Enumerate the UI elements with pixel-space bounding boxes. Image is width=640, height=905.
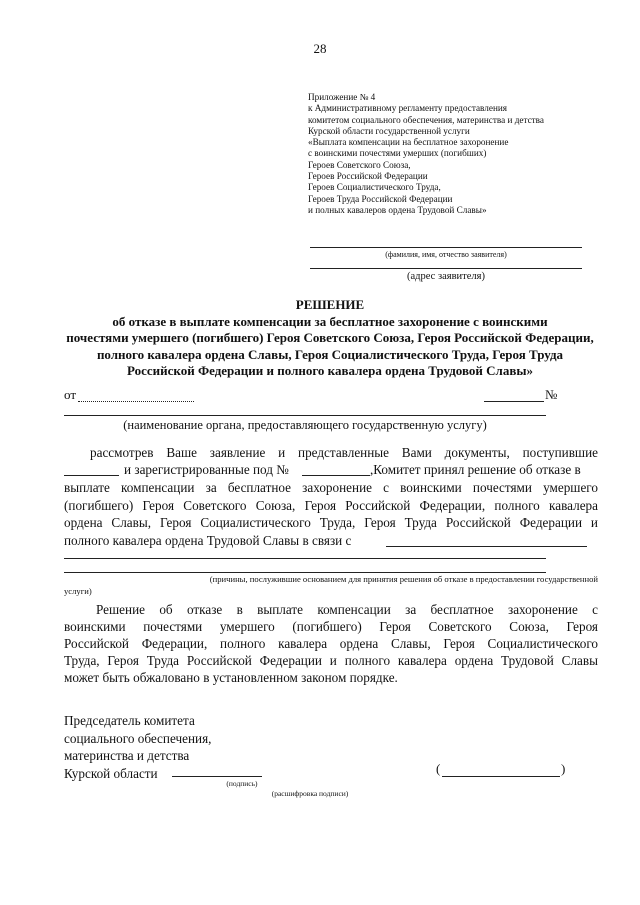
decision-number-field[interactable] — [484, 401, 544, 402]
paragraph2-last-line: может быть обжаловано в установленном законом порядке. — [64, 670, 398, 685]
received-date-field[interactable] — [64, 475, 119, 476]
appendix-line: «Выплата компенсации на бесплатное захоронение — [308, 137, 509, 148]
paragraph2-line: Труда, Героя Труда Российской Федерации и полного кавалера ордена Трудовой Славы — [64, 653, 598, 668]
applicant-address-caption: (адрес заявителя) — [407, 271, 485, 282]
reason-field-line[interactable] — [64, 572, 546, 573]
date-field[interactable] — [78, 401, 194, 402]
appendix-line: Героев Труда Российской Федерации — [308, 193, 453, 204]
title-line: почестями умершего (погибшего) Героя Советского Союза, Героя Российской Федерации, — [66, 330, 594, 345]
appendix-line: Героев Российской Федерации — [308, 171, 428, 182]
paragraph1-line: выплате компенсации за бесплатное захоронение с воинскими почестями умершего — [64, 480, 598, 495]
page-number: 28 — [313, 41, 327, 56]
reason-field-line[interactable] — [64, 558, 546, 559]
title-line: об отказе в выплате компенсации за бесплатное захоронение с воинскими — [112, 313, 548, 329]
title-heading: РЕШЕНИЕ — [295, 297, 365, 312]
organ-caption: (наименование органа, предоставляющего государственную услугу) — [123, 418, 487, 432]
paragraph1-registered: и зарегистрированные под № — [124, 462, 289, 477]
paren-open: ( — [436, 761, 441, 776]
title-line: Российской Федерации и полного кавалера ордена Трудовой Славы» — [126, 363, 533, 378]
paragraph1-committee: ,Комитет принял решение об отказе в — [370, 462, 581, 477]
signatory-title — [64, 712, 211, 782]
title-line: полного кавалера ордена Славы, Героя Социалистического Труда, Героя Труда — [96, 346, 564, 362]
paragraph2-line: Российской Федерации, полного кавалера ордена Славы, Героя Социалистического — [64, 636, 598, 651]
reasons-caption-cont: услуги) — [64, 586, 92, 596]
paragraph1-last-line: полного кавалера ордена Трудовой Славы в связи с — [64, 533, 352, 548]
signatory-line: Курской области — [64, 765, 158, 781]
applicant-name-field[interactable] — [310, 247, 582, 248]
signatory-line: Председатель комитета — [64, 713, 195, 728]
applicant-address-field[interactable] — [310, 268, 582, 269]
paragraph1-line: ордена Славы, Героя Социалистического Труда, Героя Труда Российской Федерации и — [64, 515, 598, 530]
document-title — [40, 297, 620, 380]
organ-name-field[interactable] — [64, 415, 546, 416]
appendix-line: к Административному регламенту предоставления — [308, 103, 507, 114]
appendix-line: Героев Социалистического Труда, — [308, 182, 441, 193]
signature-decode-field[interactable] — [442, 776, 560, 777]
appendix-line: Курской области государственной услуги — [308, 125, 470, 136]
signature-caption: (подпись) — [226, 779, 258, 788]
appendix-line: с воинскими почестями умерших (погибших) — [308, 148, 487, 159]
appendix-header — [308, 92, 608, 216]
signature-field[interactable] — [172, 776, 262, 777]
paragraph2-line: воинскими почестями умершего (погибшего) Героя Советского Союза, Героя — [64, 619, 598, 634]
appendix-line: Приложение № 4 — [308, 92, 376, 102]
paragraph2-line: Решение об отказе в выплате компенсации за бесплатное захоронение с — [96, 602, 598, 617]
reason-field[interactable] — [386, 546, 587, 547]
registration-number-field[interactable] — [302, 475, 370, 476]
appendix-line: комитетом социального обеспечения, материнства и детства — [308, 114, 544, 125]
appendix-line: Героев Советского Союза, — [308, 159, 411, 170]
decode-caption: (расшифровка подписи) — [271, 789, 349, 798]
paragraph1-line: рассмотрев Ваше заявление и представленные Вами документы, поступившие — [90, 445, 598, 460]
applicant-name-caption: (фамилия, имя, отчество заявителя) — [385, 250, 507, 259]
signatory-line: материнства и детства — [64, 748, 190, 763]
number-label: № — [545, 387, 558, 402]
from-label: от — [64, 387, 77, 402]
reasons-caption: (причины, послужившие основанием для принятия решения об отказе в предоставлении государственной — [209, 574, 598, 584]
signatory-line: социального обеспечения, — [64, 730, 212, 746]
appendix-line: и полных кавалеров ордена Трудовой Славы» — [308, 204, 487, 215]
paren-close: ) — [561, 761, 566, 776]
paragraph1-line: (погибшего) Героя Советского Союза, Героя Российской Федерации, полного кавалера — [64, 498, 598, 513]
